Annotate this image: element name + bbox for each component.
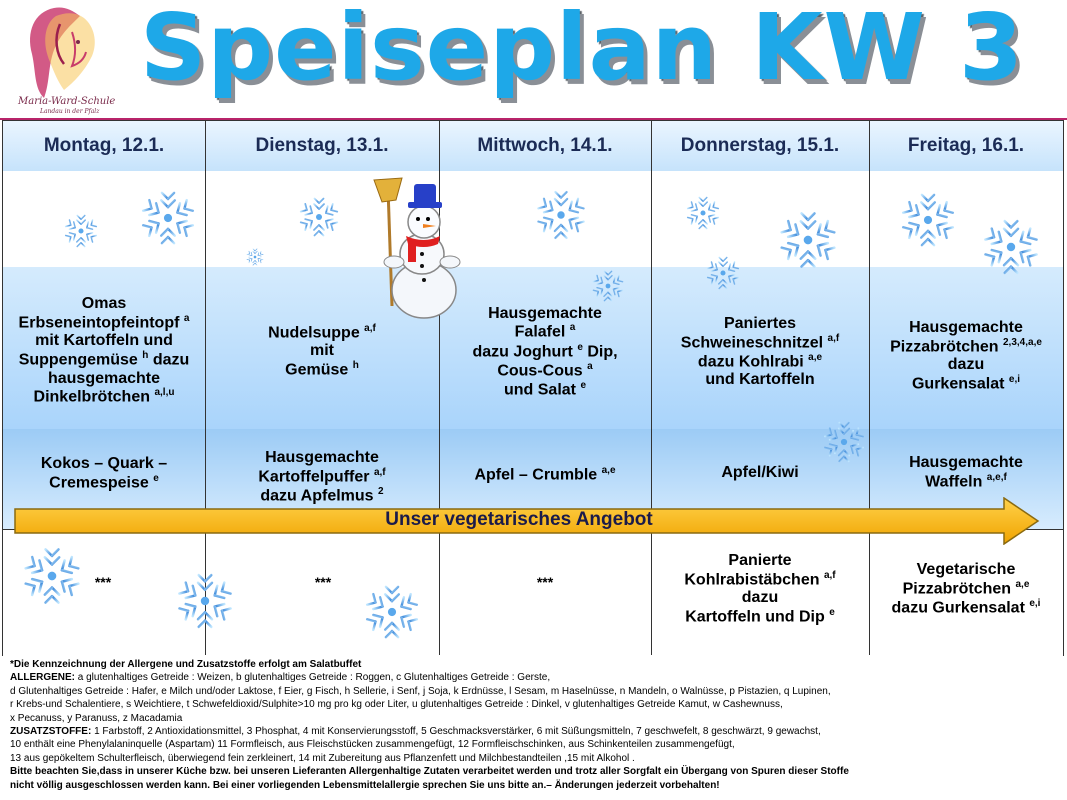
main-dish-monday: Omas Erbseneintopfeintopf $^a$ mit Kartoffeln und Suppengemüse $^h$ dazu hausgemachte Dinkelbrötchen $^{a,l,u}$ (18, 295, 190, 406)
snowflake-icon (894, 186, 962, 254)
additive-line: 10 enthält eine Phenylalaninquelle (Aspartam) 11 Formfleisch, aus Fleischstücken zusammengefügt, 12 Formfleischschinken, aus Schinkenteilen zusammengefügt, (10, 739, 735, 751)
school-location: Landau in der Pfalz (40, 108, 100, 115)
additive-line: 13 aus gepökeltem Schulterfleisch, überwiegend fein zerkleinert, 14 mit Zubereitung aus Pflanzenfett und Milchbestandteilen ,15 mit Alkohol . (10, 752, 635, 764)
allergen-line: d Glutenhaltiges Getreide : Hafer, e Milch und/oder Laktose, f Eier, g Fisch, h Sellerie, i Senf, j Soja, k Erdnüsse, l Sesam, m Haselnüsse, n Mandeln, o Walnüsse, p Pistazien, q Lupinen, (10, 685, 831, 697)
dessert-tuesday: Hausgemachte Kartoffelpuffer $^{a,f}$ dazu Apfelmus $^2$ (258, 448, 386, 505)
main-dish-thursday: Paniertes Schweineschnitzel $^{a,f}$ dazu Kohlrabi $^{a,e}$ und Kartoffeln (680, 314, 840, 389)
snowflake-icon (358, 578, 426, 646)
snowflake-icon (772, 204, 844, 276)
school-name: Maria-Ward-Schule (18, 96, 116, 107)
veg-wednesday: *** (536, 574, 554, 591)
snowflake-icon (682, 192, 724, 234)
snowflake-icon (244, 246, 266, 268)
snowflake-icon (60, 210, 102, 252)
day-header-monday: Montag, 12.1. (43, 135, 165, 157)
dessert-thursday: Apfel/Kiwi (721, 464, 799, 482)
allergen-notes (10, 658, 1060, 792)
main-dish-tuesday: Nudelsuppe $^{a,f}$ mit Gemüse $^h$ (268, 322, 376, 379)
snowflake-icon (294, 192, 344, 242)
school-logo (14, 2, 114, 110)
allergen-line: x Pecanuss, y Paranuss, z Macadamia (10, 712, 183, 724)
dessert-friday: Hausgemachte Waffeln $^{a,e,f}$ (909, 454, 1023, 491)
snowflake-icon (818, 416, 870, 468)
allergen-line: r Krebs-und Schalentiere, s Weichtiere, t Schwefeldioxid/Sulphite>10 mg pro kg oder Liter, u glutenhaltiges Getreide : Dinkel, v glutenhaltiges Getreide Kamut, w Cashewnuss, (10, 699, 783, 711)
day-header-wednesday: Mittwoch, 14.1. (477, 135, 613, 157)
main-dish-wednesday: Hausgemachte Falafel $^a$ dazu Joghurt $^e$ Dip, Cous-Cous $^a$ und Salat $^e$ (472, 304, 618, 399)
day-header-friday: Freitag, 16.1. (907, 135, 1025, 157)
snowflake-icon (170, 566, 240, 636)
snowflake-icon (16, 540, 88, 612)
snowflake-icon (976, 212, 1046, 282)
dessert-wednesday: Apfel – Crumble $^{a,e}$ (474, 465, 616, 484)
day-header-tuesday: Dienstag, 13.1. (255, 135, 389, 157)
warning-line: Bitte beachten Sie,dass in unserer Küche bzw. bei unseren Lieferanten Allergenhaltige Zutaten verarbeitet werden und trotz aller Sorgfalt ein Übergang von Spuren dieser Stoffe (10, 766, 849, 778)
snowflake-icon (588, 266, 628, 306)
veg-tuesday: *** (314, 574, 332, 591)
notes-intro: *Die Kennzeichnung der Allergene und Zusatzstoffe erfolgt am Salatbuffet (10, 659, 362, 670)
veg-thursday: Panierte Kohlrabistäbchen $^{a,f}$ dazu Kartoffeln und Dip $^e$ (684, 551, 836, 626)
dessert-monday: Kokos – Quark – Cremespeise $^e$ (40, 455, 168, 492)
snowflake-icon (702, 252, 744, 294)
page-title: Speiseplan KW 3 (140, 0, 1025, 101)
veg-friday: Vegetarische Pizzabrötchen $^{a,e}$ dazu Gurkensalat $^{e,i}$ (891, 560, 1041, 617)
vegetarian-banner-label: Unser vegetarisches Angebot (385, 509, 653, 530)
snowflake-icon (134, 184, 202, 252)
snowman-icon (366, 174, 462, 322)
veg-monday: *** (94, 574, 112, 591)
warning-line: nicht völlig ausgeschlossen werden kann. Bei einer vorliegenden Lebensmittelallergie sprechen Sie uns bitte an.– Änderungen jederzeit vorbehalten! (10, 779, 720, 791)
main-dish-friday: Hausgemachte Pizzabrötchen $^{2,3,4,a,e}$ dazu Gurkensalat $^{e,i}$ (890, 318, 1042, 393)
allergen-line: ALLERGENE: a glutenhaltiges Getreide : Weizen, b glutenhaltiges Getreide : Roggen, c Glutenhaltiges Getreide : Gerste, (10, 672, 551, 684)
day-header-thursday: Donnerstag, 15.1. (680, 135, 840, 157)
additive-line: ZUSATZSTOFFE: 1 Farbstoff, 2 Antioxidationsmittel, 3 Phosphat, 4 mit Konservierungsstoff, 5 Geschmacksverstärker, 6 mit Süßungsmitteln, 7 geschwefelt, 8 geschwärzt, 9 gewachst, (10, 726, 821, 738)
snowflake-icon (530, 184, 592, 246)
